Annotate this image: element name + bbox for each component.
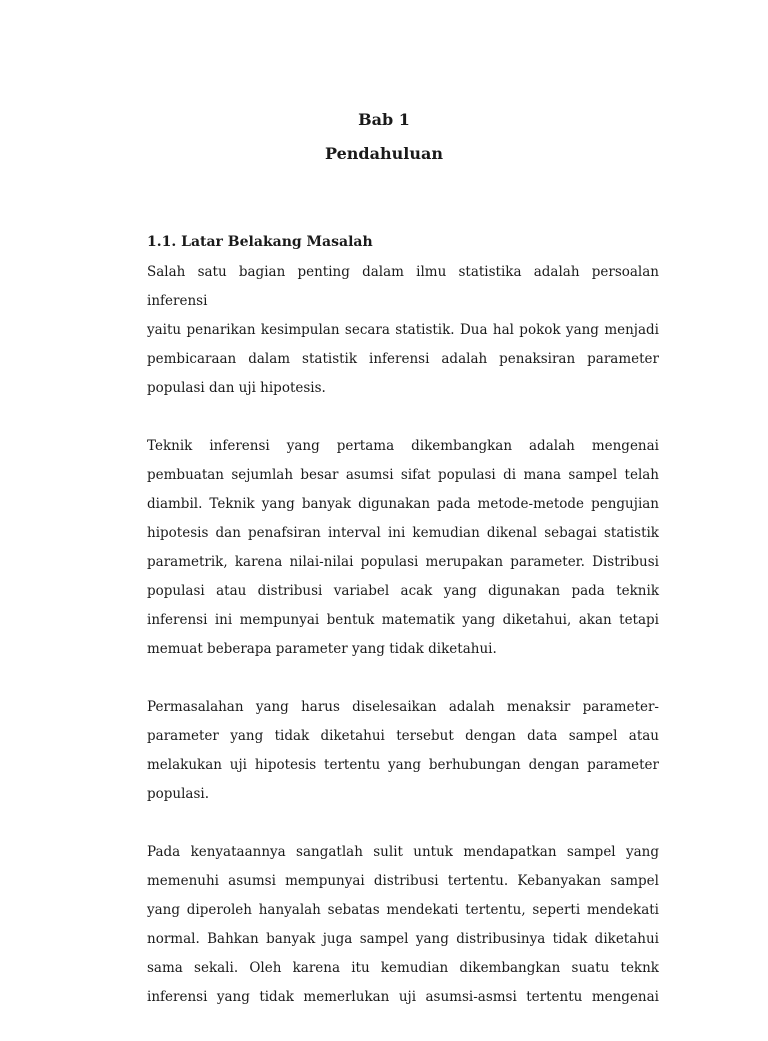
text-line: memuat beberapa parameter yang tidak diketahui. [147,641,497,657]
text-line: Teknik inferensi yang pertama dikembangkan adalah mengenai [147,438,659,454]
text-line: memenuhi asumsi mempunyai distribusi tertentu. Kebanyakan sampel [147,873,659,889]
text-line: parametrik, karena nilai-nilai populasi merupakan parameter. Distribusi [147,554,659,570]
paragraph-1 [147,258,659,403]
section-heading: 1.1. Latar Belakang Masalah [147,234,373,250]
text-line: pembicaraan dalam statistik inferensi adalah penaksiran parameter [147,351,659,367]
text-line: hipotesis dan penafsiran interval ini kemudian dikenal sebagai statistik [147,525,659,541]
chapter-title: Pendahuluan [325,144,443,163]
text-line: Salah satu bagian penting dalam ilmu statistika adalah persoalan inferensi [147,264,659,309]
chapter-number: Bab 1 [358,110,410,129]
text-line: diambil. Teknik yang banyak digunakan pada metode-metode pengujian [147,496,659,512]
paragraph-2 [147,432,659,664]
text-line: populasi. [147,786,210,802]
text-line: inferensi ini mempunyai bentuk matematik yang diketahui, akan tetapi [147,612,659,628]
text-line: inferensi yang tidak memerlukan uji asumsi-asmsi tertentu mengenai [147,989,659,1005]
text-line: yang diperoleh hanyalah sebatas mendekati tertentu, seperti mendekati [147,902,659,918]
body-text [147,258,659,1041]
text-line: populasi dan uji hipotesis. [147,380,326,396]
text-line: sama sekali. Oleh karena itu kemudian dikembangkan suatu teknk [147,960,659,976]
text-line: yaitu penarikan kesimpulan secara statistik. Dua hal pokok yang menjadi [147,322,659,338]
text-line: Permasalahan yang harus diselesaikan adalah menaksir parameter- [147,699,659,715]
text-line: Pada kenyataannya sangatlah sulit untuk mendapatkan sampel yang [147,844,659,860]
paragraph-4 [147,838,659,1012]
paragraph-3 [147,693,659,809]
text-line: pembuatan sejumlah besar asumsi sifat populasi di mana sampel telah [147,467,659,483]
text-line: melakukan uji hipotesis tertentu yang berhubungan dengan parameter [147,757,659,773]
text-line: normal. Bahkan banyak juga sampel yang distribusinya tidak diketahui [147,931,659,947]
text-line: populasi atau distribusi variabel acak yang digunakan pada teknik [147,583,659,599]
text-line: parameter yang tidak diketahui tersebut dengan data sampel atau [147,728,659,744]
